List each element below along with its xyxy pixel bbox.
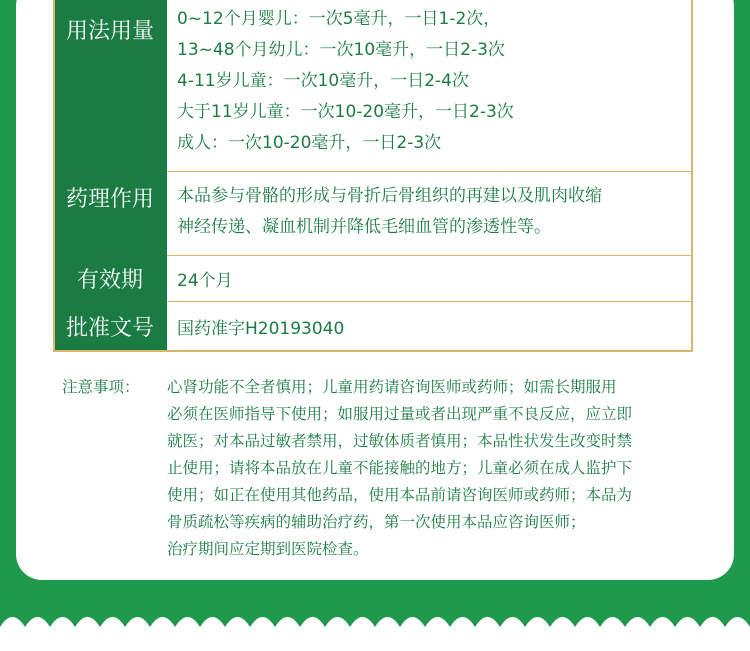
precautions-line: 使用；如正在使用其他药品，使用本品前请咨询医师或药师；本品为 — [167, 486, 633, 504]
pharmacology-line: 神经传递、凝血机制并降低毛细血管的渗透性等。 — [177, 217, 551, 237]
usage-value — [167, 0, 691, 171]
approval-row — [55, 302, 691, 350]
validity-label: 有效期 — [76, 268, 143, 293]
precautions-line: 骨质疏松等疾病的辅助治疗药，第一次使用本品应咨询医师； — [167, 513, 586, 531]
usage-line: 大于11岁儿童：一次10-20毫升，一日2-3次 — [177, 102, 514, 122]
usage-label: 用法用量 — [65, 19, 154, 44]
usage-line: 13~48个月幼儿：一次10毫升，一日2-3次 — [177, 40, 505, 60]
pharmacology-line: 本品参与骨骼的形成与骨折后骨组织的再建以及肌肉收缩 — [177, 186, 602, 206]
precautions-title: 注意事项： — [62, 378, 140, 396]
precautions-line: 止使用；请将本品放在儿童不能接触的地方；儿童必须在成人监护下 — [167, 459, 633, 477]
usage-line: 0~12个月婴儿：一次5毫升，一日1-2次， — [177, 9, 501, 29]
wavy-bottom-border — [0, 600, 750, 651]
precautions-text — [167, 374, 687, 563]
usage-line: 4-11岁儿童：一次10毫升，一日2-4次 — [177, 71, 469, 91]
drug-info-table — [53, 0, 693, 352]
precautions-line: 就医；对本品过敏者禁用，过敏体质者慎用；本品性状发生改变时禁 — [167, 432, 633, 450]
precautions-line: 必须在医师指导下使用；如服用过量或者出现严重不良反应，应立即 — [167, 405, 633, 423]
approval-label: 批准文号 — [65, 315, 154, 341]
usage-line: 成人：一次10-20毫升，一日2-3次 — [177, 133, 442, 153]
validity-value: 24个月 — [167, 256, 691, 301]
approval-value: 国药准字H20193040 — [167, 302, 691, 350]
precautions-line: 治疗期间应定期到医院检查。 — [167, 540, 369, 558]
pharmacology-value — [167, 172, 691, 255]
pharmacology-row — [55, 172, 691, 255]
precautions-line: 心肾功能不全者慎用；儿童用药请咨询医师或药师；如需长期服用 — [167, 378, 617, 396]
usage-row — [55, 0, 691, 171]
pharmacology-label: 药理作用 — [65, 187, 154, 212]
validity-row — [55, 256, 691, 301]
